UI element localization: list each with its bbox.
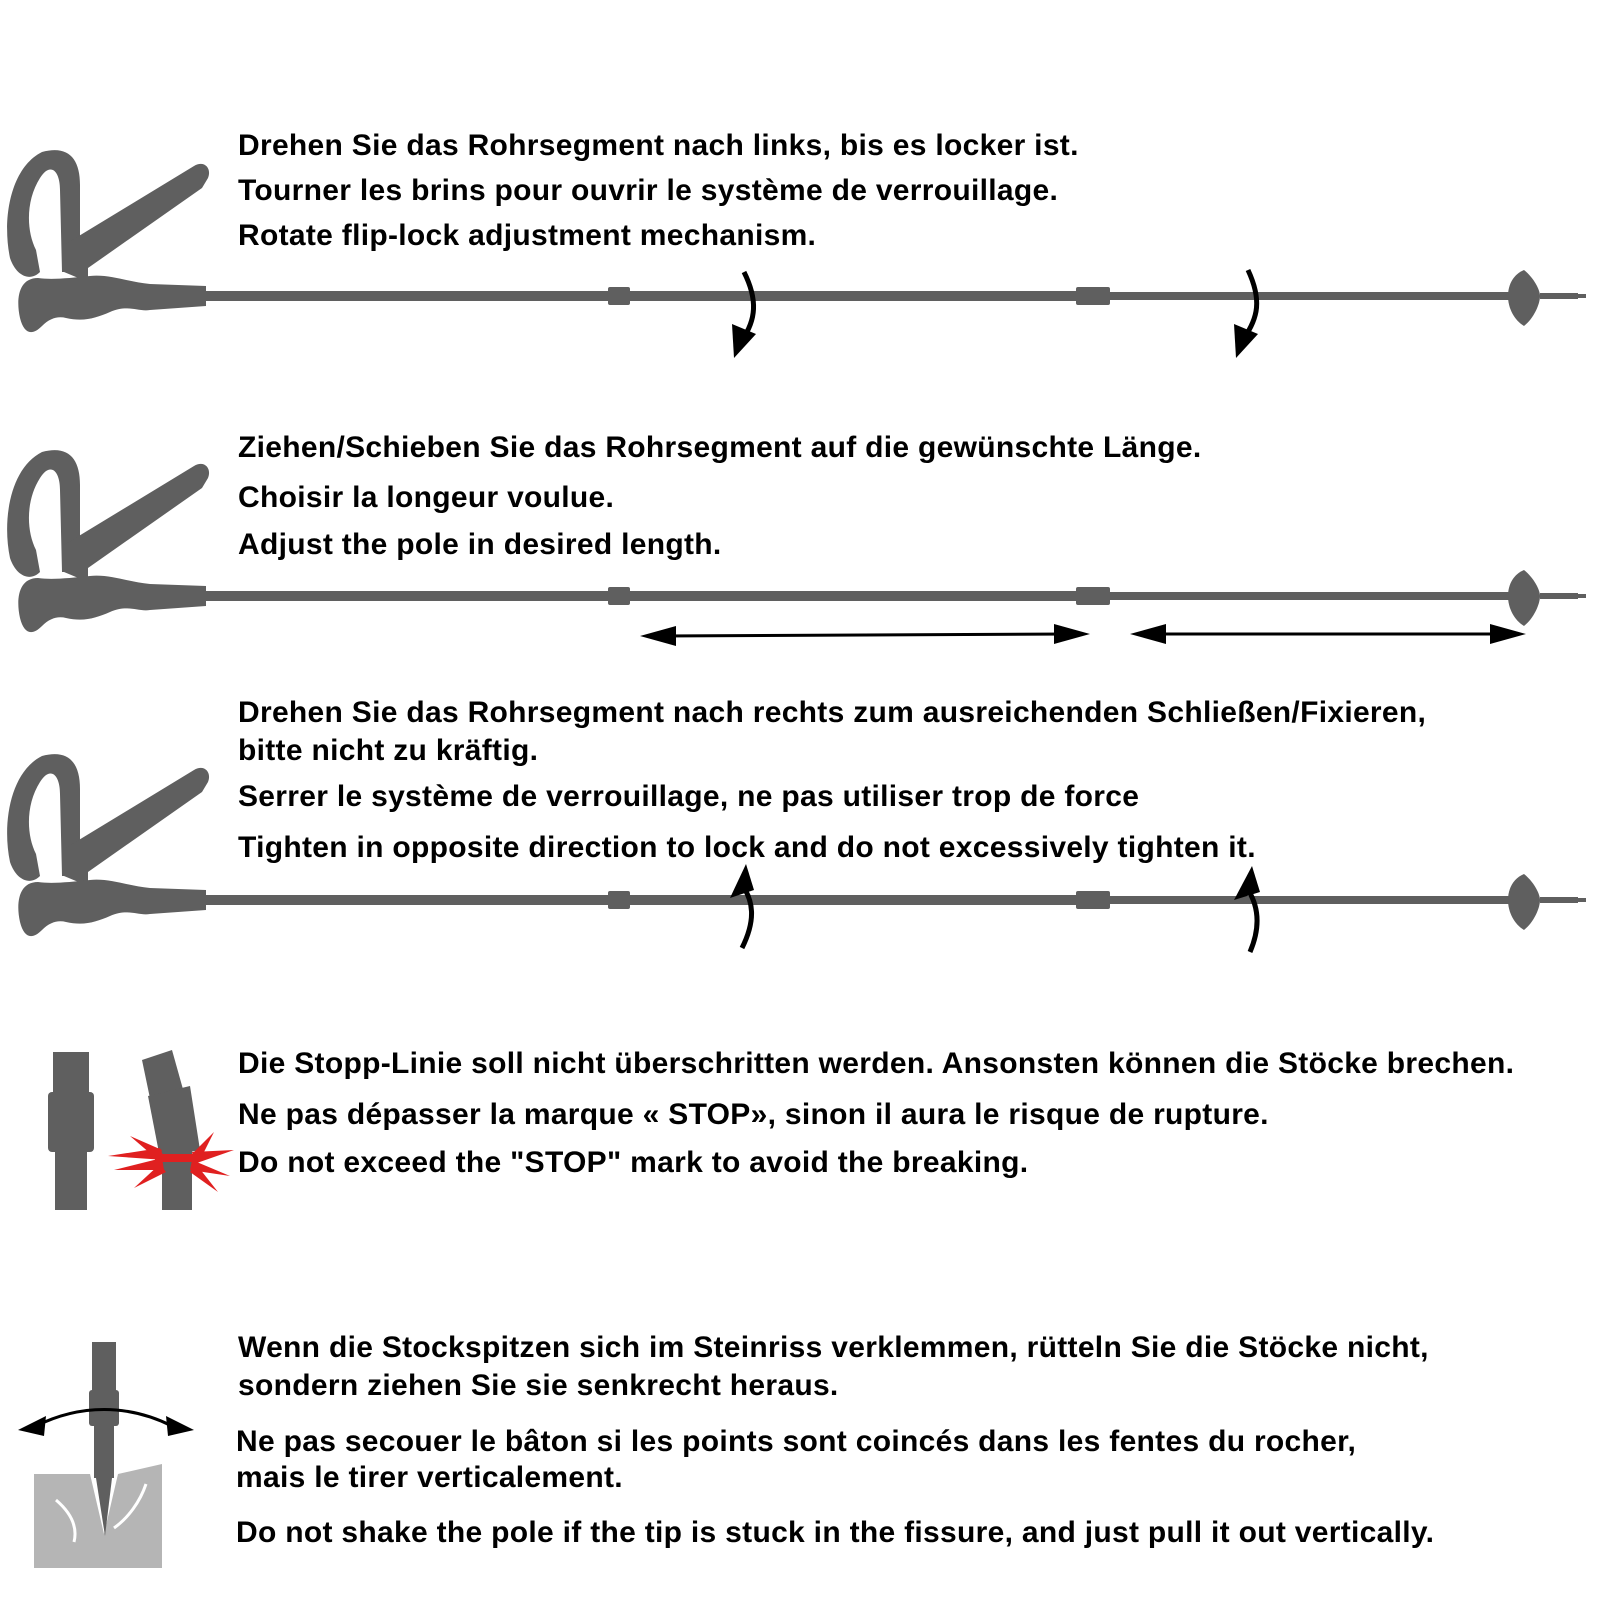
step2-german-text: Ziehen/Schieben Sie das Rohrsegment auf die gewünschte Länge. [238, 431, 1202, 464]
rotate-arrow-icon [730, 864, 1260, 900]
step3-german-text-line2: bitte nicht zu kräftig. [238, 734, 539, 767]
step1-french-text: Tourner les brins pour ouvrir le système de verrouillage. [238, 174, 1059, 207]
step3-english-text: Tighten in opposite direction to lock and do not excessively tighten it. [238, 831, 1256, 864]
step4-french-text: Ne pas dépasser la marque « STOP», sinon il aura le risque de rupture. [238, 1098, 1269, 1131]
rotate-arrow-icon [742, 270, 1257, 340]
step4-german-text: Die Stopp-Linie soll nicht überschritten werden. Ansonsten können die Stöcke brechen. [238, 1047, 1515, 1080]
step3-german-text-line1: Drehen Sie das Rohrsegment nach rechts zum ausreichenden Schließen/Fixieren, [238, 696, 1427, 729]
step5-german-text-line2: sondern ziehen Sie sie senkrecht heraus. [238, 1369, 839, 1402]
step2-french-text: Choisir la longeur voulue. [238, 481, 615, 514]
break-warning-icon [48, 1050, 234, 1210]
step5-french-text-line2: mais le tirer verticalement. [236, 1461, 623, 1494]
step1-english-text: Rotate flip-lock adjustment mechanism. [238, 219, 817, 252]
step3-french-text: Serrer le système de verrouillage, ne pas utiliser trop de force [238, 780, 1140, 813]
step5-german-text-line1: Wenn die Stockspitzen sich im Steinriss verklemmen, rütteln Sie die Stöcke nicht, [238, 1331, 1429, 1364]
rotate-arrow-icon [740, 882, 1257, 952]
step4-english-text: Do not exceed the "STOP" mark to avoid the breaking. [238, 1146, 1029, 1179]
step1-german-text: Drehen Sie das Rohrsegment nach links, bis es locker ist. [238, 129, 1079, 162]
step5-french-text-line1: Ne pas secouer le bâton si les points sont coincés dans les fentes du rocher, [236, 1425, 1357, 1458]
rotate-arrow-icon [732, 324, 1258, 358]
step2-english-text: Adjust the pole in desired length. [238, 528, 722, 561]
stuck-tip-icon [18, 1342, 194, 1568]
step5-english-text: Do not shake the pole if the tip is stuck in the fissure, and just pull it out vertically. [236, 1516, 1435, 1549]
